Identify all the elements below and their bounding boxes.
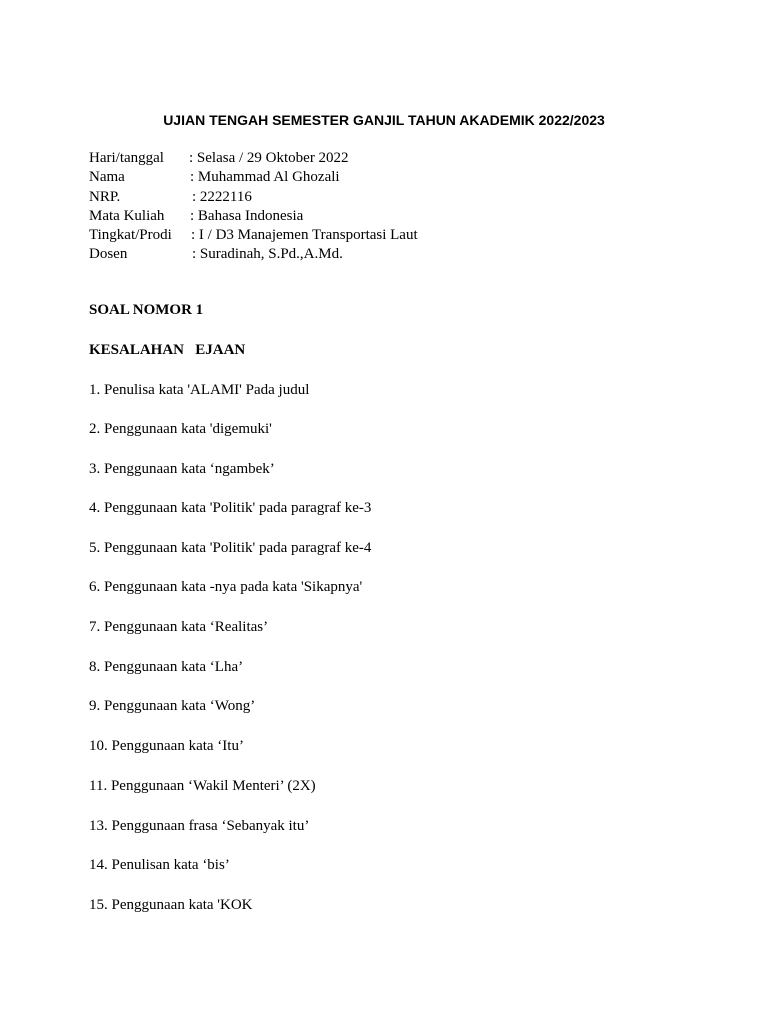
info-label: Dosen: [89, 246, 128, 263]
list-item: 11. Penggunaan ‘Wakil Menteri’ (2X): [89, 778, 316, 794]
section-heading: SOAL NOMOR 1: [89, 302, 204, 318]
info-value: : Bahasa Indonesia: [190, 207, 304, 224]
list-item: 8. Penggunaan kata ‘Lha’: [89, 659, 244, 675]
list-item: 15. Penggunaan kata 'KOK: [89, 897, 253, 913]
info-value: : Suradinah, S.Pd.,A.Md.: [192, 246, 343, 263]
document-title: UJIAN TENGAH SEMESTER GANJIL TAHUN AKADEMIK 2022/2023: [163, 112, 605, 128]
list-item: 3. Penggunaan kata ‘ngambek’: [89, 461, 275, 477]
info-value: : Selasa / 29 Oktober 2022: [189, 150, 349, 166]
info-label: Nama: [89, 169, 125, 186]
subsection-heading: KESALAHAN EJAAN: [89, 342, 246, 358]
list-item: 1. Penulisa kata 'ALAMI' Pada judul: [89, 382, 310, 398]
info-label: Hari/tanggal: [89, 150, 164, 166]
list-item: 6. Penggunaan kata -nya pada kata 'Sikapnya': [89, 579, 363, 595]
list-item: 4. Penggunaan kata 'Politik' pada paragraf ke-3: [89, 500, 372, 516]
info-label: NRP.: [89, 188, 121, 205]
list-item: 9. Penggunaan kata ‘Wong’: [89, 698, 256, 714]
info-value: : Muhammad Al Ghozali: [190, 169, 340, 186]
list-item: 2. Penggunaan kata 'digemuki': [89, 421, 272, 437]
list-item: 7. Penggunaan kata ‘Realitas’: [89, 619, 269, 635]
list-item: 14. Penulisan kata ‘bis’: [89, 857, 230, 873]
info-value: : I / D3 Manajemen Transportasi Laut: [191, 227, 418, 244]
info-value: : 2222116: [192, 188, 252, 205]
list-item: 13. Penggunaan frasa ‘Sebanyak itu’: [89, 818, 310, 834]
list-item: 5. Penggunaan kata 'Politik' pada paragraf ke-4: [89, 540, 372, 556]
info-label: Mata Kuliah: [89, 207, 165, 224]
info-label: Tingkat/Prodi: [89, 227, 172, 244]
list-item: 10. Penggunaan kata ‘Itu’: [89, 738, 244, 754]
